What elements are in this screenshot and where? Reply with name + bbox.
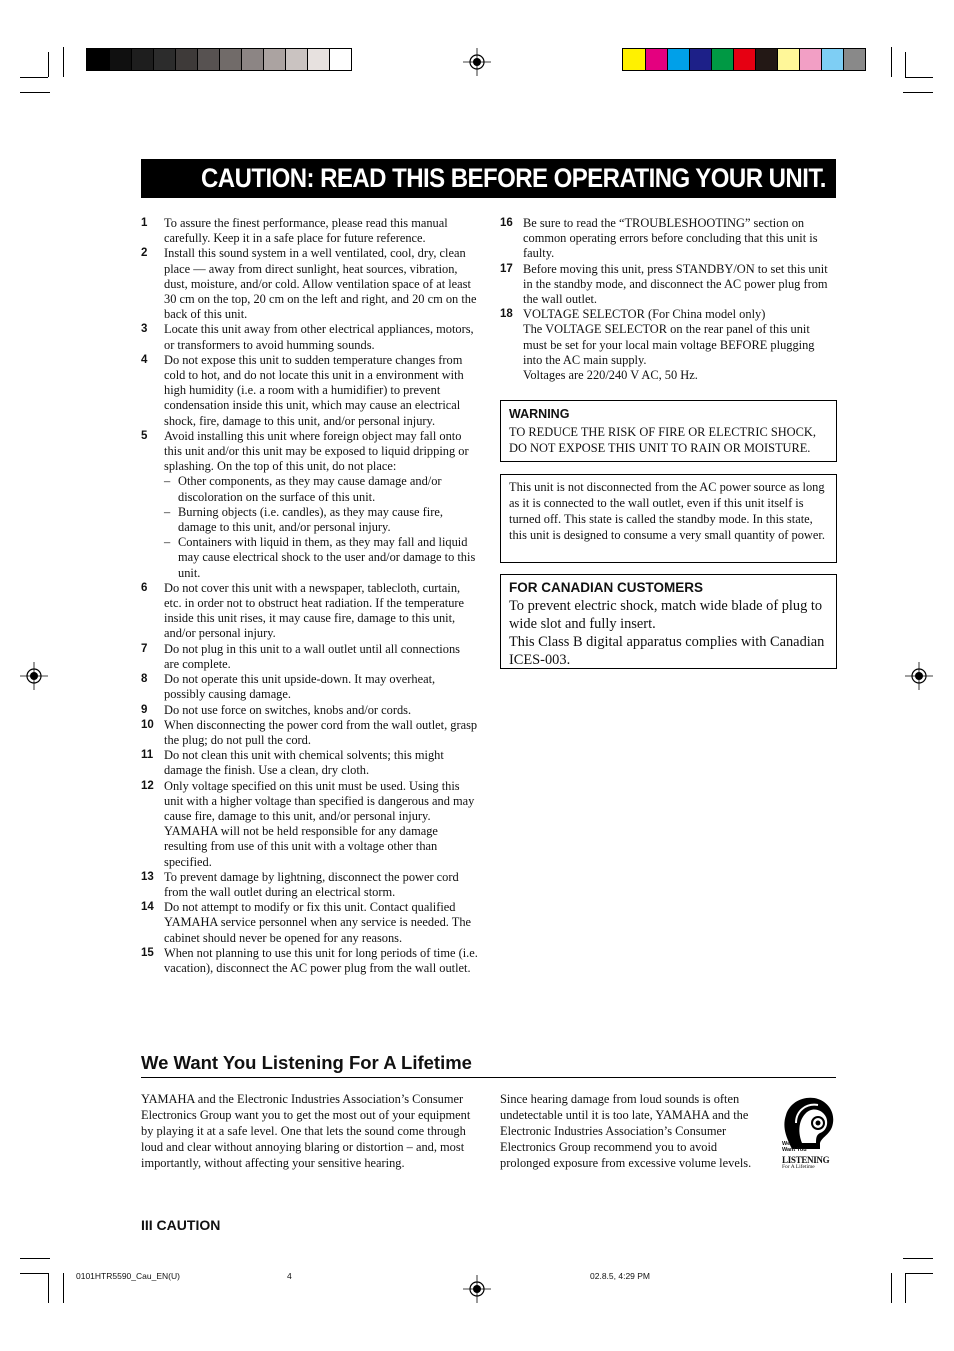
item-text: When not planning to use this unit for long periods of time (i.e. vacation), disconnect the AC power plug from the wall outlet.	[164, 945, 478, 975]
caution-list-right	[500, 216, 836, 383]
dash-marker: –	[164, 474, 171, 489]
item-text: Do not attempt to modify or fix this unit. Contact qualified YAMAHA service personnel when any service is needed. The cabinet should never be opened for any reasons.	[164, 900, 472, 945]
color-swatch	[219, 49, 241, 70]
item-number: 3	[141, 323, 148, 336]
color-swatch	[843, 49, 865, 70]
color-swatch	[131, 49, 153, 70]
item-text: Do not use force on switches, knobs and/or cords.	[164, 702, 412, 717]
item-number: 14	[141, 901, 154, 914]
color-swatch	[87, 49, 109, 70]
color-swatch	[777, 49, 799, 70]
standby-text: This unit is not disconnected from the AC power source as long as it is connected to the wall outlet, even if this unit itself is turned off. This state is called the standby mode. In this state, this unit is designed to consume a very small quantity of power.	[509, 480, 825, 542]
color-swatch	[755, 49, 777, 70]
item-number: 16	[500, 217, 513, 229]
item-text: To assure the finest performance, please read this manual carefully. Keep it in a safe place for future reference.	[164, 216, 448, 246]
listening-right-text: Since hearing damage from loud sounds is often undetectable until it is too late, YAMAHA and the Electronic Industries Association’s Consumer Electronics Group recommend you to avoid prolonged exposure from excessive volume levels.	[500, 1092, 752, 1170]
listening-left-text: YAMAHA and the Electronic Industries Association’s Consumer Electronics Group want you to get the most out of your equipment by playing it at a safe level. One that lets the sound come through loud and clear without annoying blaring or distortion – and, most importantly, without affecting your sensitive hearing.	[141, 1092, 471, 1170]
item-number: 7	[141, 642, 148, 655]
listening-heading: We Want You Listening For A Lifetime	[141, 1052, 472, 1073]
color-swatch	[623, 49, 645, 70]
item-number: 17	[500, 262, 513, 275]
caution-item	[141, 581, 478, 642]
logo-line1: We	[782, 1141, 791, 1147]
color-swatch	[197, 49, 219, 70]
canadian-line2: This Class B digital apparatus complies with Canadian ICES-003.	[509, 634, 825, 668]
warning-title: WARNING	[509, 407, 570, 421]
item-text: Be sure to read the “TROUBLESHOOTING” section on common operating errors before concluding that this unit is faulty.	[523, 216, 818, 261]
listening-rule	[141, 1077, 836, 1078]
color-swatch	[733, 49, 755, 70]
item-number: 15	[141, 946, 154, 959]
sub-item-text: Containers with liquid in them, as they may fall and liquid may cause electrical shock to the user and/or damage to this unit.	[178, 535, 476, 580]
caution-item	[141, 779, 478, 870]
caution-item	[141, 900, 478, 946]
item-number: 12	[141, 779, 154, 792]
registration-mark-top	[463, 48, 491, 76]
caution-item	[500, 262, 836, 308]
warning-text: TO REDUCE THE RISK OF FIRE OR ELECTRIC SHOCK, DO NOT EXPOSE THIS UNIT TO RAIN OR MOISTURE.	[509, 425, 816, 455]
color-swatch	[711, 49, 733, 70]
caution-banner	[141, 159, 836, 198]
item-text: Do not plug in this unit to a wall outlet until all connections are complete.	[164, 641, 460, 671]
item-line: Voltages are 220/240 V AC, 50 Hz.	[523, 368, 698, 383]
color-swatch	[109, 49, 131, 70]
banner-title: CAUTION: READ THIS BEFORE OPERATING YOUR UNIT.	[201, 163, 826, 193]
caution-item	[141, 216, 478, 246]
logo-line2: Want You	[782, 1147, 807, 1153]
caution-item	[141, 703, 478, 718]
registration-mark-bottom	[463, 1275, 491, 1303]
item-number: 8	[141, 673, 148, 686]
item-text: Locate this unit away from other electrical appliances, motors, or transformers to avoid humming sounds.	[164, 322, 474, 352]
color-swatch	[285, 49, 307, 70]
caution-list-left	[141, 216, 478, 976]
process-color-bar	[622, 48, 866, 71]
item-number: 6	[141, 581, 148, 594]
item-text: Avoid installing this unit where foreign object may fall onto this unit and/or this unit may be exposed to liquid dripping or splashing. On the top of this unit, do not place:	[164, 428, 469, 474]
item-number: 11	[141, 749, 154, 762]
item-number: 13	[141, 870, 154, 883]
item-text: Do not operate this unit upside-down. It may overheat, possibly causing damage.	[164, 672, 436, 702]
item-number: 4	[141, 353, 148, 366]
item-number: 18	[500, 308, 513, 321]
item-text: Do not cover this unit with a newspaper, tablecloth, curtain, etc. in order not to obstruct heat radiation. If the temperature inside this unit rises, it may cause fire, damage to this unit, and/or personal injury.	[164, 580, 465, 641]
footer-file: 0101HTR5590_Cau_EN(U)	[76, 1271, 180, 1281]
item-number: 5	[141, 429, 148, 442]
caution-item	[141, 718, 478, 748]
color-swatch	[667, 49, 689, 70]
caution-item	[141, 748, 478, 778]
item-text: VOLTAGE SELECTOR (For China model only)	[523, 307, 766, 322]
caution-item	[141, 672, 478, 702]
sub-item	[164, 474, 478, 504]
listening-logo	[776, 1093, 838, 1173]
grayscale-color-bar	[86, 48, 352, 71]
sub-item-text: Burning objects (i.e. candles), as they may cause fire, damage to this unit, and/or personal injury.	[178, 504, 443, 535]
caution-item	[141, 353, 478, 429]
caution-item	[500, 307, 836, 383]
item-text: Only voltage specified on this unit must be used. Using this unit with a higher voltage than specified is dangerous and may cause fire, damage to this unit, and/or personal injury. YAMAHA will not be held responsible for any damage resulting from use of this unit with a voltage other than specified.	[164, 778, 475, 869]
color-swatch	[241, 49, 263, 70]
sub-item-text: Other components, as they may cause damage and/or discoloration on the surface of this unit.	[178, 474, 442, 504]
color-swatch	[645, 49, 667, 70]
caution-item	[141, 870, 478, 900]
caution-item	[141, 246, 478, 322]
item-text: Do not clean this unit with chemical solvents; this might damage the finish. Use a clean, dry cloth.	[164, 748, 444, 778]
caution-item	[141, 946, 478, 976]
item-text: Install this sound system in a well ventilated, cool, dry, clean place — away from direct sunlight, heat sources, vibration, dust, moisture, and/or cold. Allow ventilation space of at least 30 cm on the top, 20 cm on the left and right, and 20 cm on the back of this unit.	[164, 246, 477, 322]
caution-item	[141, 322, 478, 352]
canadian-line1: To prevent electric shock, match wide blade of plug to wide slot and fully insert.	[509, 598, 823, 632]
item-text: When disconnecting the power cord from the wall outlet, grasp the plug; do not pull the cord.	[164, 717, 478, 747]
color-swatch	[799, 49, 821, 70]
caution-item	[141, 429, 478, 581]
dash-marker: –	[164, 504, 171, 519]
item-text: To prevent damage by lightning, disconnect the power cord from the wall outlet during an electrical storm.	[164, 869, 459, 899]
sub-item	[164, 505, 478, 535]
registration-mark-left	[20, 662, 48, 690]
footer-date: 02.8.5, 4:29 PM	[590, 1271, 651, 1281]
registration-mark-right	[905, 662, 933, 690]
item-number: 9	[141, 703, 148, 716]
canadian-title: FOR CANADIAN CUSTOMERS	[509, 580, 704, 595]
color-swatch	[153, 49, 175, 70]
color-swatch	[175, 49, 197, 70]
item-text: Before moving this unit, press STANDBY/ON to set this unit in the standby mode, and disconnect the AC power plug from the wall outlet.	[523, 261, 828, 307]
logo-line4: For A Lifetime	[782, 1164, 815, 1170]
item-number: 10	[141, 718, 154, 731]
caution-item	[141, 642, 478, 672]
warning-box	[500, 400, 837, 462]
page-label: III CAUTION	[141, 1217, 221, 1233]
color-swatch	[307, 49, 329, 70]
dash-marker: –	[164, 535, 171, 550]
standby-box	[500, 474, 837, 563]
footer-page: 4	[287, 1271, 292, 1281]
color-swatch	[689, 49, 711, 70]
sub-item	[164, 535, 478, 581]
color-swatch	[821, 49, 843, 70]
item-number: 1	[141, 217, 148, 229]
logo-line3: LISTENING	[782, 1155, 830, 1165]
canadian-customers-box	[500, 574, 837, 669]
color-swatch	[263, 49, 285, 70]
color-swatch	[329, 49, 351, 70]
caution-item	[500, 216, 836, 262]
item-number: 2	[141, 247, 148, 260]
item-line: The VOLTAGE SELECTOR on the rear panel of this unit must be set for your local main voltage BEFORE plugging into the AC main supply.	[523, 322, 815, 367]
item-text: Do not expose this unit to sudden temperature changes from cold to hot, and do not locate this unit in a environment with high humidity (i.e. a room with a humidifier) to prevent condensation inside this unit, which may cause an electrical shock, fire, damage to this unit, and/or personal injury.	[164, 352, 464, 428]
